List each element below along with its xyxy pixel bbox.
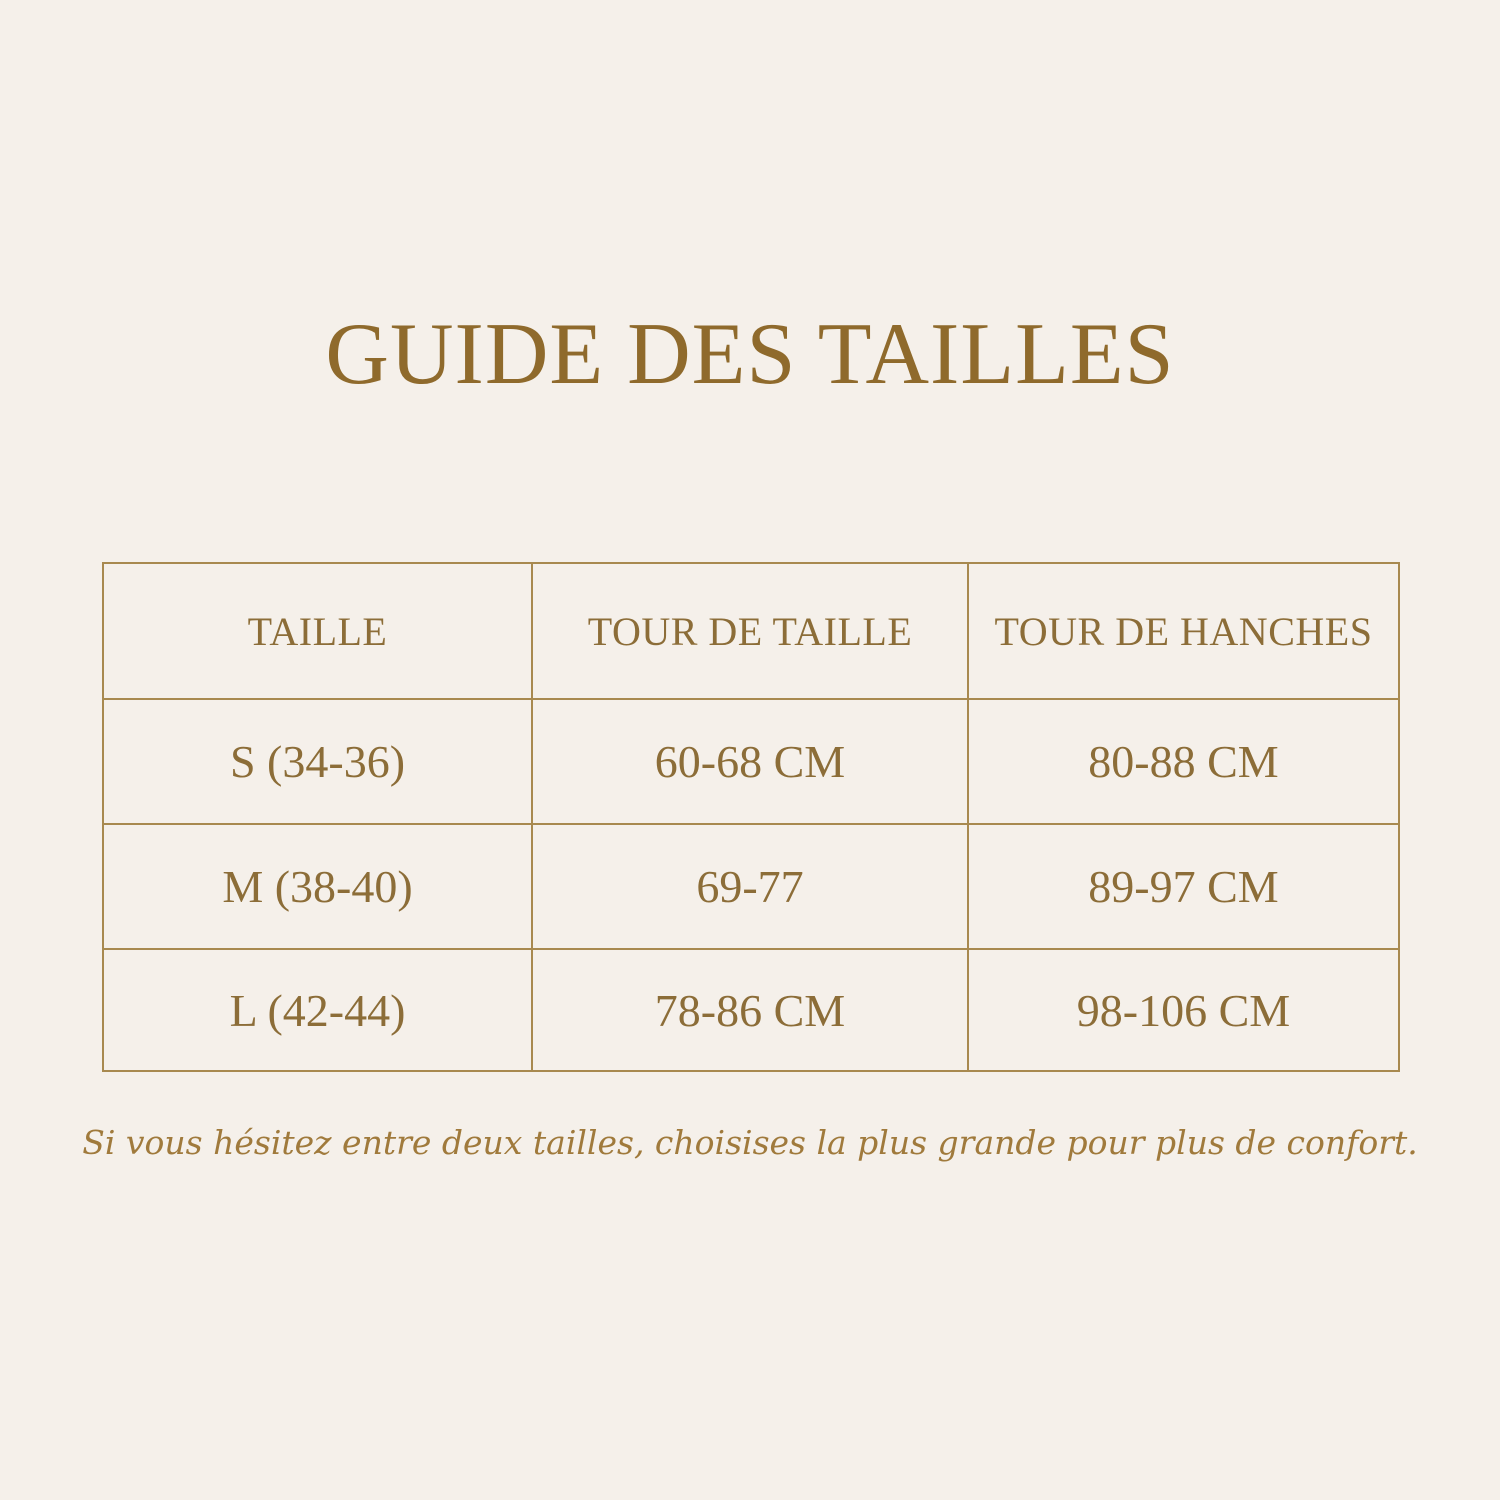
header-cell-hips: TOUR DE HANCHES — [968, 563, 1399, 699]
table-row — [103, 824, 1399, 949]
table-row — [103, 949, 1399, 1071]
cell-waist: 78-86 CM — [532, 949, 968, 1071]
size-advice-note: Si vous hésitez entre deux tailles, choisises la plus grande pour plus de confort. — [82, 1123, 1418, 1162]
table-row — [103, 699, 1399, 824]
cell-hips: 98-106 CM — [968, 949, 1399, 1071]
size-table — [102, 562, 1400, 1072]
table-header-row — [103, 563, 1399, 699]
header-cell-waist: TOUR DE TAILLE — [532, 563, 968, 699]
cell-hips: 80-88 CM — [968, 699, 1399, 824]
cell-size: L (42-44) — [103, 949, 532, 1071]
cell-hips: 89-97 CM — [968, 824, 1399, 949]
cell-waist: 60-68 CM — [532, 699, 968, 824]
page-title: GUIDE DES TAILLES — [325, 306, 1175, 403]
cell-size: S (34-36) — [103, 699, 532, 824]
cell-waist: 69-77 — [532, 824, 968, 949]
header-cell-size: TAILLE — [103, 563, 532, 699]
cell-size: M (38-40) — [103, 824, 532, 949]
